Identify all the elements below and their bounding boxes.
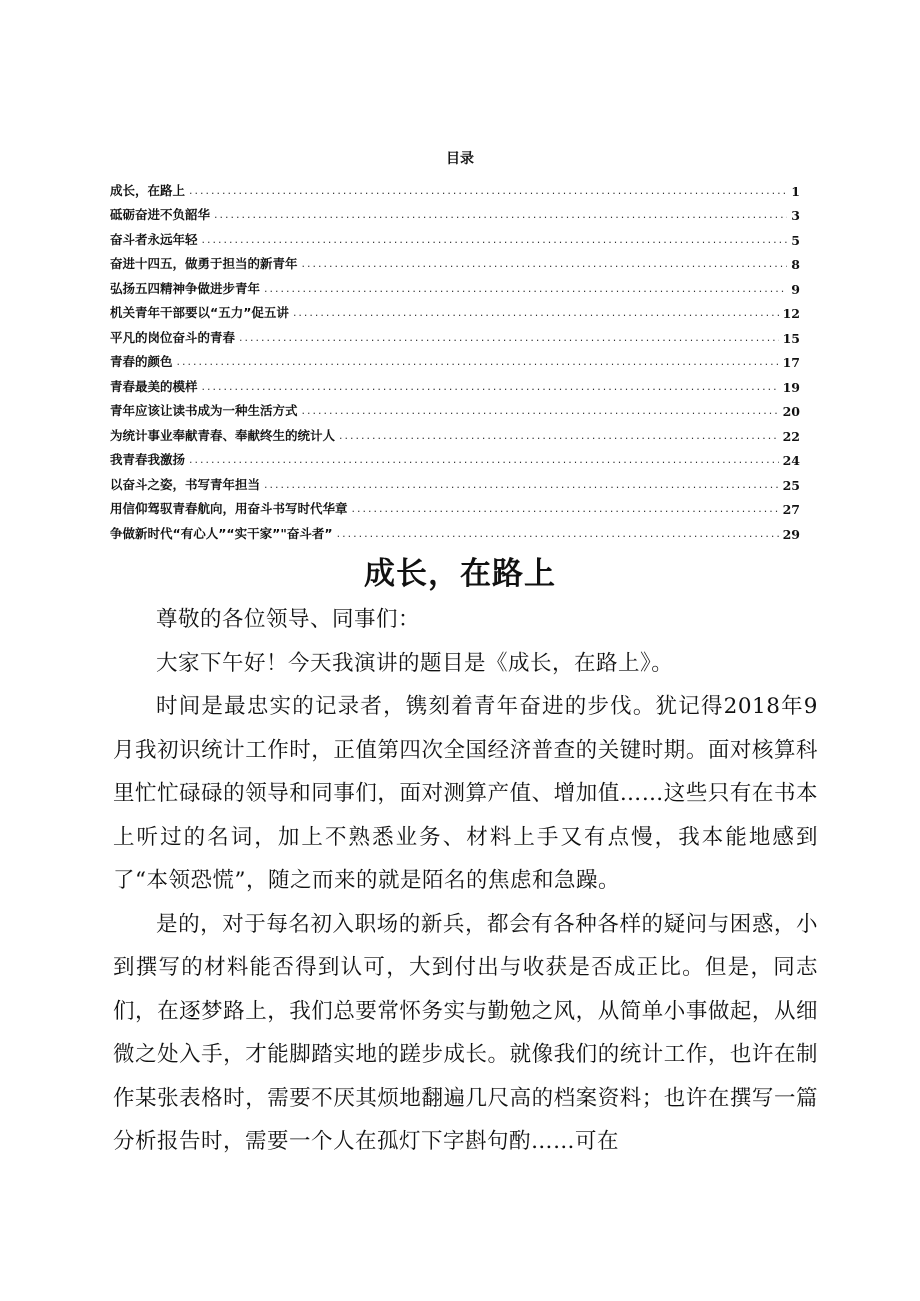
toc-entry-page: 8 [791,257,800,272]
article-title: 成长，在路上 [364,556,556,592]
toc-entry[interactable] [110,174,800,199]
toc-leader-dots [202,379,779,395]
toc-entry[interactable] [110,395,800,420]
toc-leader-dots [264,477,779,493]
toc-entry-label: 机关青年干部要以“五力”促五讲 [110,305,289,320]
toc-entry[interactable] [110,346,800,371]
toc-entry[interactable] [110,468,800,493]
toc-leader-dots [302,403,779,419]
toc-entry-page: 20 [782,404,800,419]
toc-entry-page: 12 [782,306,800,321]
toc-entry-page: 9 [791,281,800,297]
toc-entry-label: 成长，在路上 [110,182,186,198]
toc-entry-label: 平凡的岗位奋斗的青春 [110,329,236,345]
toc-entry-label: 青年应该让读书成为一种生活方式 [110,403,298,418]
toc-leader-dots [302,256,788,272]
toc-leader-dots [293,305,779,321]
table-of-contents [110,174,800,542]
toc-entry-label: 我青春我激扬 [110,452,186,467]
toc-leader-dots [202,232,788,248]
toc-entry[interactable] [110,248,800,273]
toc-entry-label: 青春的颜色 [110,354,173,369]
paragraph: 时间是最忠实的记录者，镌刻着青年奋进的步伐。犹记得2018年9月我初识统计工作时，正值第四次全国经济普查的关键时期。面对核算科里忙忙碌碌的领导和同事们，面对测算产值、增加值……这些只有在书本上听过的名词，加上不熟悉业务、材料上手又有点慢，我本能地感到了“本领恐慌”，随之而来的就是陌名的焦虑和急躁。 [113,694,818,893]
toc-entry-page: 27 [782,502,800,517]
toc-entry-page: 29 [782,526,800,542]
paragraph: 是的，对于每名初入职场的新兵，都会有各种各样的疑问与困惑，小到撰写的材料能否得到认可，大到付出与收获是否成正比。但是，同志们，在逐梦路上，我们总要常怀务实与勤勉之风，从简单小事做起，从细微之处入手，才能脚踏实地的蹉步成长。就像我们的统计工作，也许在制作某张表格时，需要不厌其烦地翻遍几尺高的档案资料；也许在撰写一篇分析报告时，需要一个人在孤灯下字斟句酌……可在 [113,911,818,1154]
toc-entry-label: 奋进十四五，做勇于担当的新青年 [110,256,298,271]
toc-leader-dots [177,354,779,370]
toc-leader-dots [264,281,787,297]
toc-entry-page: 15 [782,330,800,346]
toc-entry-page: 22 [782,428,800,444]
toc-entry-page: 19 [782,379,800,395]
toc-title: 目录 [446,151,474,167]
paragraph: 大家下午好！今天我演讲的题目是《成长，在路上》。 [156,650,674,676]
toc-entry-page: 3 [791,208,800,223]
toc-leader-dots [337,526,779,542]
toc-leader-dots [189,183,787,199]
toc-entry-page: 24 [782,453,800,468]
toc-entry-page: 1 [791,183,800,199]
toc-entry-label: 以奋斗之姿，书写青年担当 [110,476,261,492]
toc-leader-dots [214,207,787,223]
toc-entry-label: 为统计事业奉献青春、奉献终生的统计人 [110,427,336,443]
toc-entry[interactable] [110,444,800,469]
toc-leader-dots [339,428,779,444]
toc-entry-page: 25 [782,477,800,493]
toc-entry[interactable] [110,419,800,444]
toc-entry[interactable] [110,321,800,346]
toc-entry-page: 5 [791,232,800,248]
toc-entry[interactable] [110,297,800,322]
toc-entry-label: 奋斗者永远年轻 [110,231,198,247]
toc-leader-dots [352,501,779,517]
toc-entry[interactable] [110,223,800,248]
toc-entry-label: 用信仰驾驭青春航向，用奋斗书写时代华章 [110,501,348,516]
paragraph: 尊敬的各位领导、同事们： [156,607,421,632]
toc-entry-label: 青春最美的模样 [110,378,198,394]
toc-entry[interactable] [110,493,800,518]
toc-entry-page: 17 [782,355,800,370]
toc-entry-label: 争做新时代“有心人”“实干家”"奋斗者” [110,525,333,541]
toc-entry-label: 弘扬五四精神争做进步青年 [110,280,261,296]
toc-leader-dots [189,452,779,468]
toc-entry[interactable] [110,517,800,542]
toc-entry-label: 砥砺奋进不负韶华 [110,207,211,222]
article-body [113,598,818,1164]
toc-leader-dots [239,330,779,346]
toc-entry[interactable] [110,199,800,224]
toc-entry[interactable] [110,370,800,395]
toc-entry[interactable] [110,272,800,297]
